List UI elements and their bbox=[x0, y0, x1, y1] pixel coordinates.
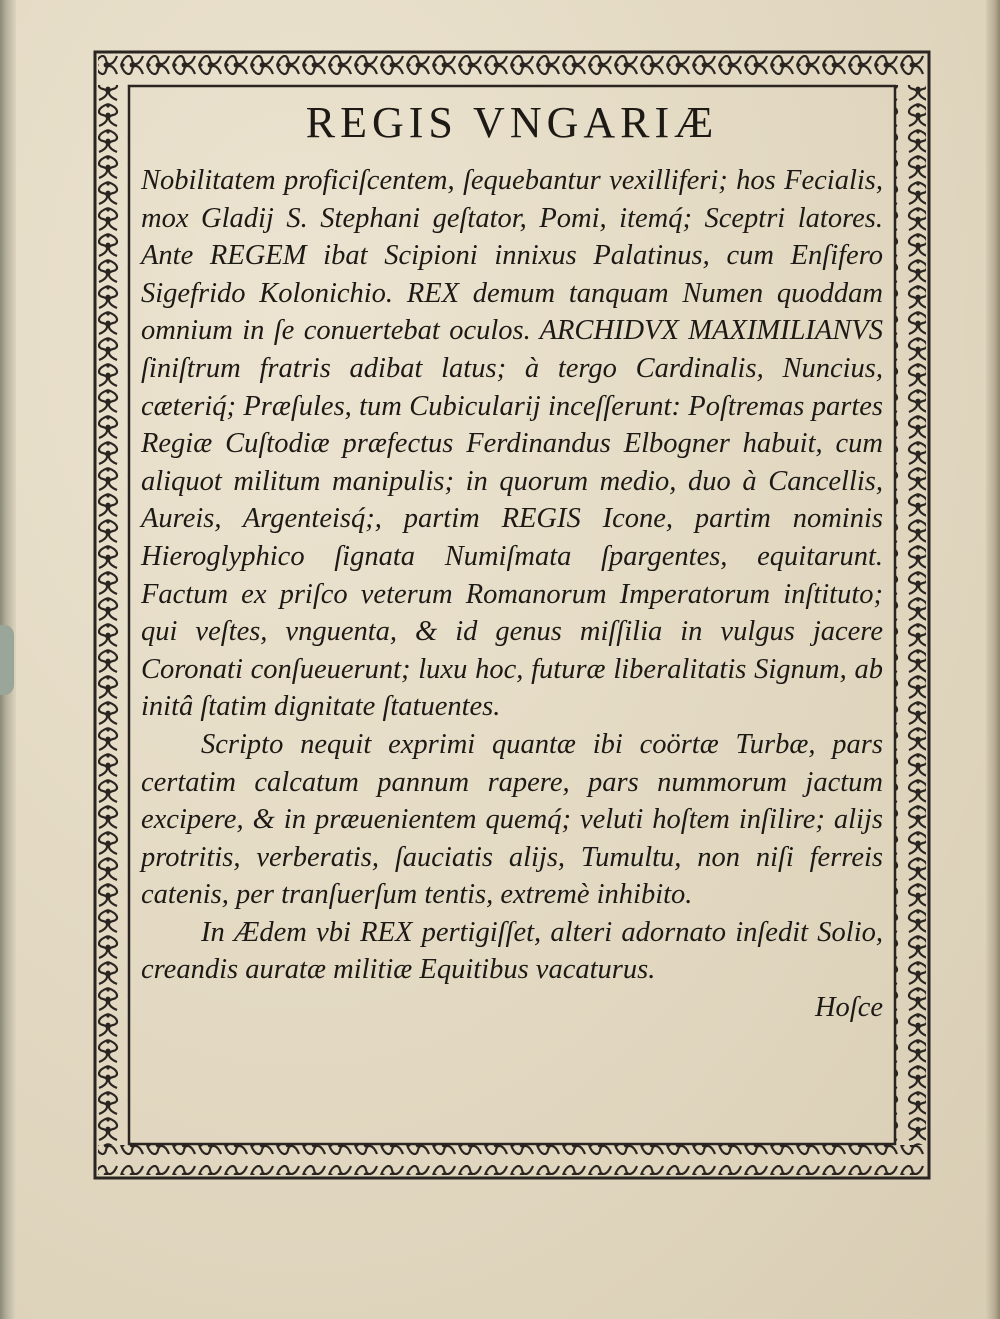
body-text bbox=[141, 162, 883, 989]
catchword: Hoſce bbox=[814, 992, 883, 1024]
page-title: REGIS VNGARIÆ bbox=[305, 98, 719, 147]
paragraph-3: In Ædem vbi REX pertigiſſet, alteri adornato inſedit Solio, creandis auratæ militiæ Equitibus vacaturus. bbox=[141, 916, 883, 986]
paragraph-1: Nobilitatem proficiſcentem, ſequebantur vexilliferi; hos Fecialis, mox Gladij S. Stephani geſtator, Pomi, itemq́; Sceptri latores. Ante REGEM ibat Scipioni innixus Palatinus, cum Enſifero Sigefrido Kolonichio. REX demum tanquam Numen quoddam omnium in ſe conuertebat oculos. ARCHIDVX MAXIMILIANVS ſiniſtrum fratris adibat latus; à tergo Cardinalis, Nuncius, cæteriq́; Præſules, tum Cubicularij inceſſerunt: Poſtremas partes Regiæ Cuſtodiæ præfectus Ferdinandus Elbogner habuit, cum aliquot militum manipulis; in quorum medio, duo à Cancellis, Aureis, Argenteisq́;, partim REGIS Icone, partim nominis Hieroglyphico ſignata Numiſmata ſpargentes, equitarunt. Factum ex priſco veterum Romanorum Imperatorum inſtituto; qui veſtes, vnguenta, & id genus miſſilia in vulgus jacere Coronati conſueuerunt; luxu hoc, futuræ liberalitatis Signum, ab initâ ſtatim dignitate ſtatuentes. bbox=[141, 165, 883, 723]
page-fore-edge bbox=[986, 0, 1000, 1319]
binding-tab bbox=[0, 625, 14, 695]
paragraph-2: Scripto nequit exprimi quantæ ibi coörtæ Turbæ, pars certatim calcatum pannum rapere, pars nummorum jactum excipere, & in præuenientem quemq́; veluti hoſtem inſilire; alijs protritis, verberatis, ſauciatis alijs, Tumultu, non niſi ferreis catenis, per tranſuerſum tentis, extremè inhibito. bbox=[141, 728, 883, 911]
ornamental-frame bbox=[93, 50, 931, 1180]
text-block bbox=[141, 88, 883, 1148]
